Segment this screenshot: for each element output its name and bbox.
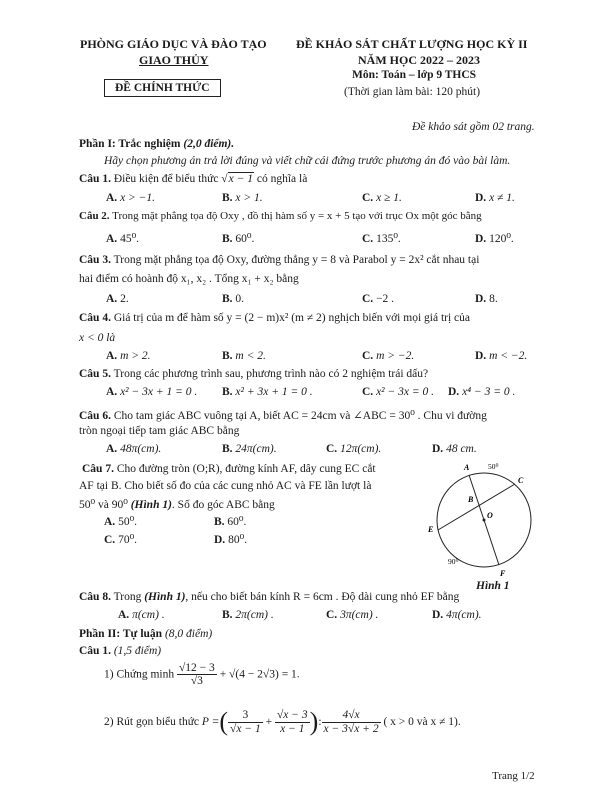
q7-line2: AF tại B. Cho biết số đo của các cung nhỏ AC và FE lần lượt là [79,480,372,492]
q4-option-d-text: m < −2. [489,350,528,362]
q3-line2: hai điểm có hoành độ x₁, x₂ . Tổng x₁ + x₂ bằng [79,273,299,285]
ex1-p1-numerator: √12 − 3 [179,662,215,674]
question-3-line1 [79,254,479,266]
exercise-1-heading [79,645,161,657]
q7-option-d: D. 80⁰. [214,534,248,546]
department-name: PHÒNG GIÁO DỤC VÀ ĐÀO TẠO [80,37,267,51]
q8-option-c-text: 3π(cm) . [340,609,379,621]
ex1-p1-denominator: √3 [190,675,203,688]
circle-figure [422,460,542,580]
label-a: A [464,463,470,472]
q6-option-b: B. 24π(cm). [222,443,277,455]
q8-option-d-text: 4π(cm). [446,609,482,621]
label-e: E [428,525,434,534]
official-badge: ĐỀ CHÍNH THỨC [104,79,221,97]
ex1-p2-condition: ( x > 0 và x ≠ 1). [383,716,461,728]
q4-option-c: C. m > −2. [362,350,415,362]
q4-line1: Giá trị của m để hàm số y = (2 − m)x² (m ≠ 2) nghịch biến với mọi giá trị của [113,312,470,324]
q1-text-b: có nghĩa là [256,173,308,185]
part2-points: (8,0 điểm) [164,628,213,640]
q1-option-d: D. x ≠ 1. [475,192,515,204]
district-name: GIAO THỦY [139,53,209,67]
q5-option-d: D. x⁴ − 3 = 0 . [448,386,516,398]
q4-option-b-text: m < 2. [235,350,266,362]
question-4-line1 [79,312,470,324]
part1-instruction: Hãy chọn phương án trả lời đúng và viết chữ cái đứng trước phương án đó vào bài làm. [104,155,511,167]
ex1-p2-fraction-3 [322,709,381,734]
q8-option-d: D. 4π(cm). [432,609,482,621]
q2-option-a: A. 45⁰. [106,233,140,245]
chord-ec [438,484,515,530]
ex1-p1-rest: + √(4 − 2√3) = 1. [219,668,300,681]
ex1-p2-f1-den: √x − 1 [230,722,261,735]
q5-label: Câu 5. [79,368,111,380]
q1-option-a-text: x > −1. [120,192,156,204]
page-number: Trang 1/2 [492,770,535,782]
q3-option-b: B. 0. [222,293,245,305]
label-c: C [518,476,524,485]
ex1-p2-f3-num: 4√x [322,709,381,722]
q7-option-c-text: 70⁰. [118,534,138,546]
label-f: F [500,569,506,578]
arc-ac-label: 50⁰ [488,462,499,471]
q2-option-d: D. 120⁰. [475,233,514,245]
ex1-p2-f1-num: 3 [228,709,263,722]
q2-option-b: B. 60⁰. [222,233,255,245]
school-year: NĂM HỌC 2022 – 2023 [358,53,480,67]
q7-line1: Cho đường tròn (O;R), đường kính AF, dây cung EC cắt [116,463,376,475]
question-8 [79,591,459,603]
question-5 [79,368,428,380]
q4-option-b: B. m < 2. [222,350,266,362]
q5-option-a: A. x² − 3x + 1 = 0 . [106,386,198,398]
q6-option-a-text: 48π(cm). [120,443,162,455]
q4-option-d: D. m < −2. [475,350,528,362]
q6-option-d-text: 48 cm. [446,443,477,455]
q4-option-c-text: m > −2. [376,350,415,362]
q7-line3c: . Số đo góc ABC bằng [171,499,275,511]
q7-line3a: 50⁰ và 90⁰ [79,499,128,511]
q3-option-a-text: 2. [120,293,129,305]
q3-line1: Trong mặt phẳng tọa độ Oxy, đường thẳng y = 8 và Parabol y = 2x² cắt nhau tại [113,254,480,266]
q3-option-c-text: −2 . [376,293,395,305]
part1-heading [79,138,234,150]
q2-option-d-text: 120⁰. [489,233,514,245]
q4-label: Câu 4. [79,312,111,324]
ex1-p2-text: 2) Rút gọn biểu thức [104,716,200,728]
q6-option-b-text: 24π(cm). [235,443,277,455]
point-o [483,519,486,522]
q2-label: Câu 2. [79,210,110,222]
exam-title: ĐỀ KHẢO SÁT CHẤT LƯỢNG HỌC KỲ II [296,37,528,51]
ex1-p2-f2-den: x − 1 [280,722,305,735]
q7-option-b-text: 60⁰. [227,516,247,528]
q8-figure-ref: (Hình 1) [144,591,186,603]
question-1 [79,173,307,185]
q7-option-a-text: 50⁰. [118,516,138,528]
q5-option-b-text: x² + 3x + 1 = 0 . [235,386,313,398]
figure-caption: Hình 1 [476,580,510,592]
q1-option-d-text: x ≠ 1. [489,192,515,204]
ex1-part1 [104,662,300,687]
ex1-p1-text: 1) Chứng minh [104,668,175,681]
part1-points: (2,0 điểm). [183,138,235,150]
q8-option-b: B. 2π(cm) . [222,609,274,621]
part2-heading [79,628,212,640]
q4-option-a-text: m > 2. [120,350,151,362]
ex1-p2-f3-den: x − 3√x + 2 [323,722,379,735]
q2-option-a-text: 45⁰. [120,233,140,245]
q7-figure-ref: (Hình 1) [130,499,172,511]
q1-option-b: B. x > 1. [222,192,263,204]
time-line: (Thời gian làm bài: 120 phút) [344,86,481,98]
q7-option-b: B. 60⁰. [214,516,247,528]
q6-line2: tròn ngoại tiếp tam giác ABC bằng [79,425,240,437]
q8-option-a-text: π(cm) . [132,609,165,621]
ex1-p1-fraction [177,662,217,687]
q8-text-b: , nếu cho biết bán kính R = 6cm . Độ dài cung nhỏ EF bằng [185,591,460,603]
q3-option-c: C. −2 . [362,293,395,305]
q1-label: Câu 1. [79,173,111,185]
q2-option-c-text: 135⁰. [376,233,401,245]
pages-note: Đề khảo sát gồm 02 trang. [412,121,535,133]
q5-option-c: C. x² − 3x = 0 . [362,386,434,398]
q3-option-d: D. 8. [475,293,498,305]
q8-option-c: C. 3π(cm) . [326,609,379,621]
q2-option-c: C. 135⁰. [362,233,401,245]
q6-line1: Cho tam giác ABC vuông tại A, biết AC = 24cm và ∠ABC = 30⁰ . Chu vi đường [113,410,487,422]
q1-option-c: C. x ≥ 1. [362,192,402,204]
question-7-line1 [82,463,376,475]
q7-option-a: A. 50⁰. [104,516,138,528]
q1-option-c-text: x ≥ 1. [376,192,402,204]
part1-title: Phần I: Trắc nghiệm [79,138,181,150]
q7-label: Câu 7. [82,463,114,475]
q8-label: Câu 8. [79,591,111,603]
arc-fe-label: 90⁰ [448,557,459,566]
subject-line: Môn: Toán – lớp 9 THCS [352,69,477,81]
q6-option-a: A. 48π(cm). [106,443,162,455]
q5-option-c-text: x² − 3x = 0 . [376,386,434,398]
q1-option-a: A. x > −1. [106,192,156,204]
q1-root: √x − 1 [221,173,253,185]
q1-radicand: x − 1 [228,173,253,185]
q1-text-a: Điều kiện để biểu thức [113,173,219,185]
q2-text: Trong mặt phẳng tọa độ Oxy , đồ thị hàm số y = x + 5 tạo với trục Ox một góc bằng [112,210,482,222]
ex1-part2 [104,707,461,737]
q5-option-a-text: x² − 3x + 1 = 0 . [120,386,198,398]
q6-option-d: D. 48 cm. [432,443,477,455]
ex1-p2-fraction-1 [228,709,263,734]
question-6-line1 [79,408,487,422]
divide-sign: : [318,716,322,728]
q3-option-b-text: 0. [235,293,245,305]
label-b: B [468,495,474,504]
q6-option-c: C. 12π(cm). [326,443,382,455]
label-o: O [487,511,493,520]
q7-option-d-text: 80⁰. [228,534,248,546]
ex1-p2-fraction-2 [275,709,310,734]
q7-line3 [79,497,275,511]
q2-option-b-text: 60⁰. [235,233,255,245]
part2-title: Phần II: Tự luận [79,628,163,640]
q5-option-d-text: x⁴ − 3 = 0 . [462,386,516,398]
ex1-p2-f2-num: √x − 3 [276,709,308,722]
q4-line2: x < 0 là [79,332,116,344]
q7-option-c: C. 70⁰. [104,534,138,546]
q6-label: Câu 6. [79,410,111,422]
q5-text: Trong các phương trình sau, phương trình nào có 2 nghiệm trái dấu? [113,368,429,380]
ex1-label: Câu 1. [79,645,111,657]
q3-option-d-text: 8. [489,293,498,305]
q6-option-c-text: 12π(cm). [340,443,382,455]
q1-option-b-text: x > 1. [235,192,263,204]
q8-option-a: A. π(cm) . [118,609,165,621]
q8-option-b-text: 2π(cm) . [235,609,274,621]
q3-option-a: A. 2. [106,293,129,305]
plus-sign: + [262,716,275,728]
q5-option-b: B. x² + 3x + 1 = 0 . [222,386,313,398]
q8-text-a: Trong [113,591,142,603]
q4-option-a: A. m > 2. [106,350,151,362]
question-2 [79,210,482,222]
close-paren: ) [309,707,319,736]
ex1-p2-p: P = [201,716,220,728]
open-paren: ( [219,707,229,736]
q3-label: Câu 3. [79,254,111,266]
ex1-points: (1,5 điểm) [113,645,162,657]
